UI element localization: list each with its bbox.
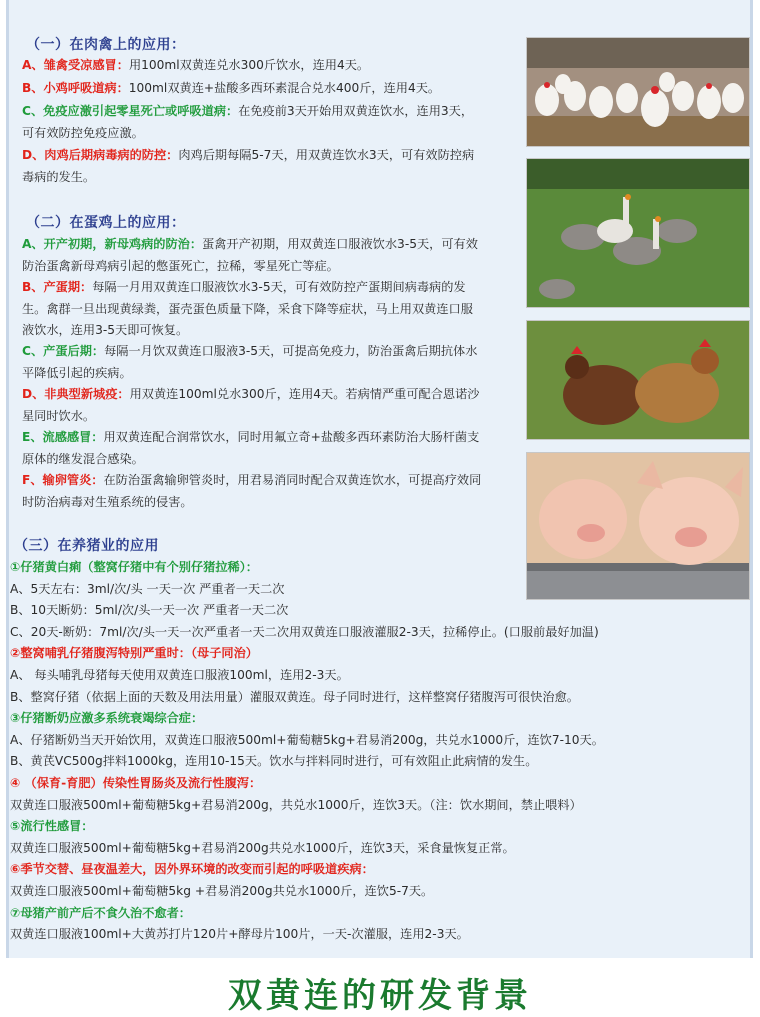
poultry-item-b-text: 100ml双黄连+盐酸多西环素混合兑水400斤，连用4天。 bbox=[128, 81, 441, 95]
layers-item-b-text: 每隔一月用双黄连口服液饮水3-5天，可有效防控产蛋期间病毒病的发生。禽群一旦出现黄绿粪，蛋壳蛋色质量下降，采食下降等症状，马上用双黄连口服液饮水，连用3-5天即可恢复。 bbox=[22, 280, 473, 337]
layers-item-a-text: 蛋禽开产初期，用双黄连口服液饮水3-5天，可有效防治蛋禽新母鸡病引起的憋蛋死亡，拉稀，零星死亡等症。 bbox=[22, 237, 478, 273]
swine-instruction-line: 双黄连口服液500ml+葡萄糖5kg +君易消200g共兑水1000斤，连饮5-7天。 bbox=[10, 884, 434, 898]
layers-item-d bbox=[22, 384, 484, 427]
layers-item-e bbox=[22, 427, 484, 470]
swine-instruction-heading: ④ （保育-育肥）传染性胃肠炎及流行性腹泻： bbox=[10, 776, 262, 790]
bottom-section-title: 双黄连的研发背景 bbox=[228, 976, 532, 1016]
geese-icon bbox=[527, 159, 749, 307]
swine-instruction-line: 双黄连口服液500ml+葡萄糖5kg+君易消200g，共兑水1000斤，连饮3天。（注：饮水期间，禁止喂料） bbox=[10, 797, 582, 812]
layers-item-a bbox=[22, 234, 484, 277]
section-title-swine: （三）在养猪业的应用 bbox=[14, 538, 159, 554]
section-title-layers: （二）在蛋鸡上的应用： bbox=[26, 215, 186, 231]
poultry-item-a-text: 用100ml双黄连兑水300斤饮水，连用4天。 bbox=[128, 58, 370, 72]
layers-item-c-text: 每隔一月饮双黄连口服液3-5天，可提高免疫力，防治蛋禽后期抗体水平降低引起的疾病。 bbox=[22, 344, 478, 380]
swine-instruction-line: C、20天-断奶：7ml/次/头一天一次严重者一天二次用双黄连口服液灌服2-3天，拉稀停止。(口服前最好加温) bbox=[10, 624, 599, 639]
white-chickens-photo bbox=[526, 37, 750, 147]
layers-item-b-label: B、产蛋期： bbox=[22, 280, 93, 294]
poultry-item-d-text: 肉鸡后期每隔5-7天，用双黄连饮水3天，可有效防控病毒病的发生。 bbox=[22, 148, 475, 184]
poultry-item-d-label: D、肉鸡后期病毒病的防控： bbox=[22, 148, 179, 162]
poultry-item-c bbox=[22, 101, 484, 144]
poultry-item-c-label: C、免疫应激引起零星死亡或呼吸道病： bbox=[22, 104, 239, 118]
layers-item-f-text: 在防治蛋禽输卵管炎时，用君易消同时配合双黄连饮水，可提高疗效同时防治病毒对生殖系统的侵害。 bbox=[22, 473, 482, 509]
piglets-icon bbox=[527, 453, 749, 599]
swine-instruction-line: B、黄芪VC500g拌料1000kg，连用10-15天。饮水与拌料同时进行，可有效阻止此病情的发生。 bbox=[10, 754, 538, 769]
poultry-item-a bbox=[22, 55, 492, 77]
layers-item-e-text: 用双黄连配合润常饮水，同时用氟立奇+盐酸多西环素防治大肠杆菌支原体的继发混合感染。 bbox=[22, 430, 480, 466]
swine-instruction-line: B、整窝仔猪（依据上面的天数及用法用量）灌服双黄连。母子同时进行，这样整窝仔猪腹泻可很快治愈。 bbox=[10, 689, 579, 704]
layers-item-c-label: C、产蛋后期： bbox=[22, 344, 105, 358]
swine-instruction-line: A、 每头哺乳母猪每天使用双黄连口服液100ml，连用2-3天。 bbox=[10, 668, 349, 682]
poultry-item-d bbox=[22, 145, 484, 188]
layers-item-e-label: E、流感感冒： bbox=[22, 430, 104, 444]
layers-item-d-text: 用双黄连100ml兑水300斤，连用4天。若病情严重可配合恩诺沙星同时饮水。 bbox=[22, 387, 480, 423]
brown-hens-icon bbox=[527, 321, 749, 439]
swine-instruction-heading: ②整窝哺乳仔猪腹泻特别严重时：（母子同治） bbox=[10, 646, 258, 661]
poultry-item-b-label: B、小鸡呼吸道病： bbox=[22, 81, 129, 95]
layers-item-b bbox=[22, 277, 484, 342]
swine-instruction-heading: ①仔猪黄白痢（整窝仔猪中有个别仔猪拉稀）： bbox=[10, 560, 258, 574]
layers-item-c bbox=[22, 341, 484, 384]
swine-instruction-heading: ⑤流行性感冒： bbox=[10, 819, 94, 834]
layers-item-f bbox=[22, 470, 484, 513]
layers-item-f-label: F、输卵管炎： bbox=[22, 473, 104, 487]
geese-photo bbox=[526, 158, 750, 308]
poultry-item-b bbox=[22, 78, 502, 100]
swine-instruction-line: B、10天断奶：5ml/次/头一天一次 严重者一天二次 bbox=[10, 603, 289, 618]
swine-instruction-line: 双黄连口服液500ml+葡萄糖5kg+君易消200g共兑水1000斤，连饮3天，采食量恢复正常。 bbox=[10, 840, 515, 855]
layers-item-a-label: A、开产初期，新母鸡病的防治： bbox=[22, 237, 203, 251]
swine-instruction-line: A、仔猪断奶当天开始饮用，双黄连口服液500ml+葡萄糖5kg+君易消200g，共兑水1000斤，连饮7-10天。 bbox=[10, 732, 604, 747]
poultry-item-a-label: A、雏禽受凉感冒： bbox=[22, 58, 129, 72]
swine-instruction-line: 双黄连口服液100ml+大黄苏打片120片+酵母片100片，一天-次灌服，连用2-3天。 bbox=[10, 927, 469, 942]
poultry-item-c-text: 在免疫前3天开始用双黄连饮水，连用3天，可有效防控免疫应激。 bbox=[22, 104, 474, 140]
white-chickens-icon bbox=[527, 38, 749, 146]
swine-instruction-heading: ③仔猪断奶应激多系统衰竭综合症： bbox=[10, 711, 204, 726]
section-title-poultry: （一）在肉禽上的应用： bbox=[26, 37, 186, 53]
brown-hens-photo bbox=[526, 320, 750, 440]
swine-instruction-heading: ⑥季节交替、昼夜温差大，因外界环境的改变而引起的呼吸道疾病： bbox=[10, 862, 374, 877]
swine-instruction-heading: ⑦母猪产前产后不食久治不愈者： bbox=[10, 905, 191, 920]
piglets-photo bbox=[526, 452, 750, 600]
swine-instruction-line: A、5天左右：3ml/次/头 一天一次 严重者一天二次 bbox=[10, 581, 285, 596]
layers-item-d-label: D、非典型新城疫： bbox=[22, 387, 130, 401]
